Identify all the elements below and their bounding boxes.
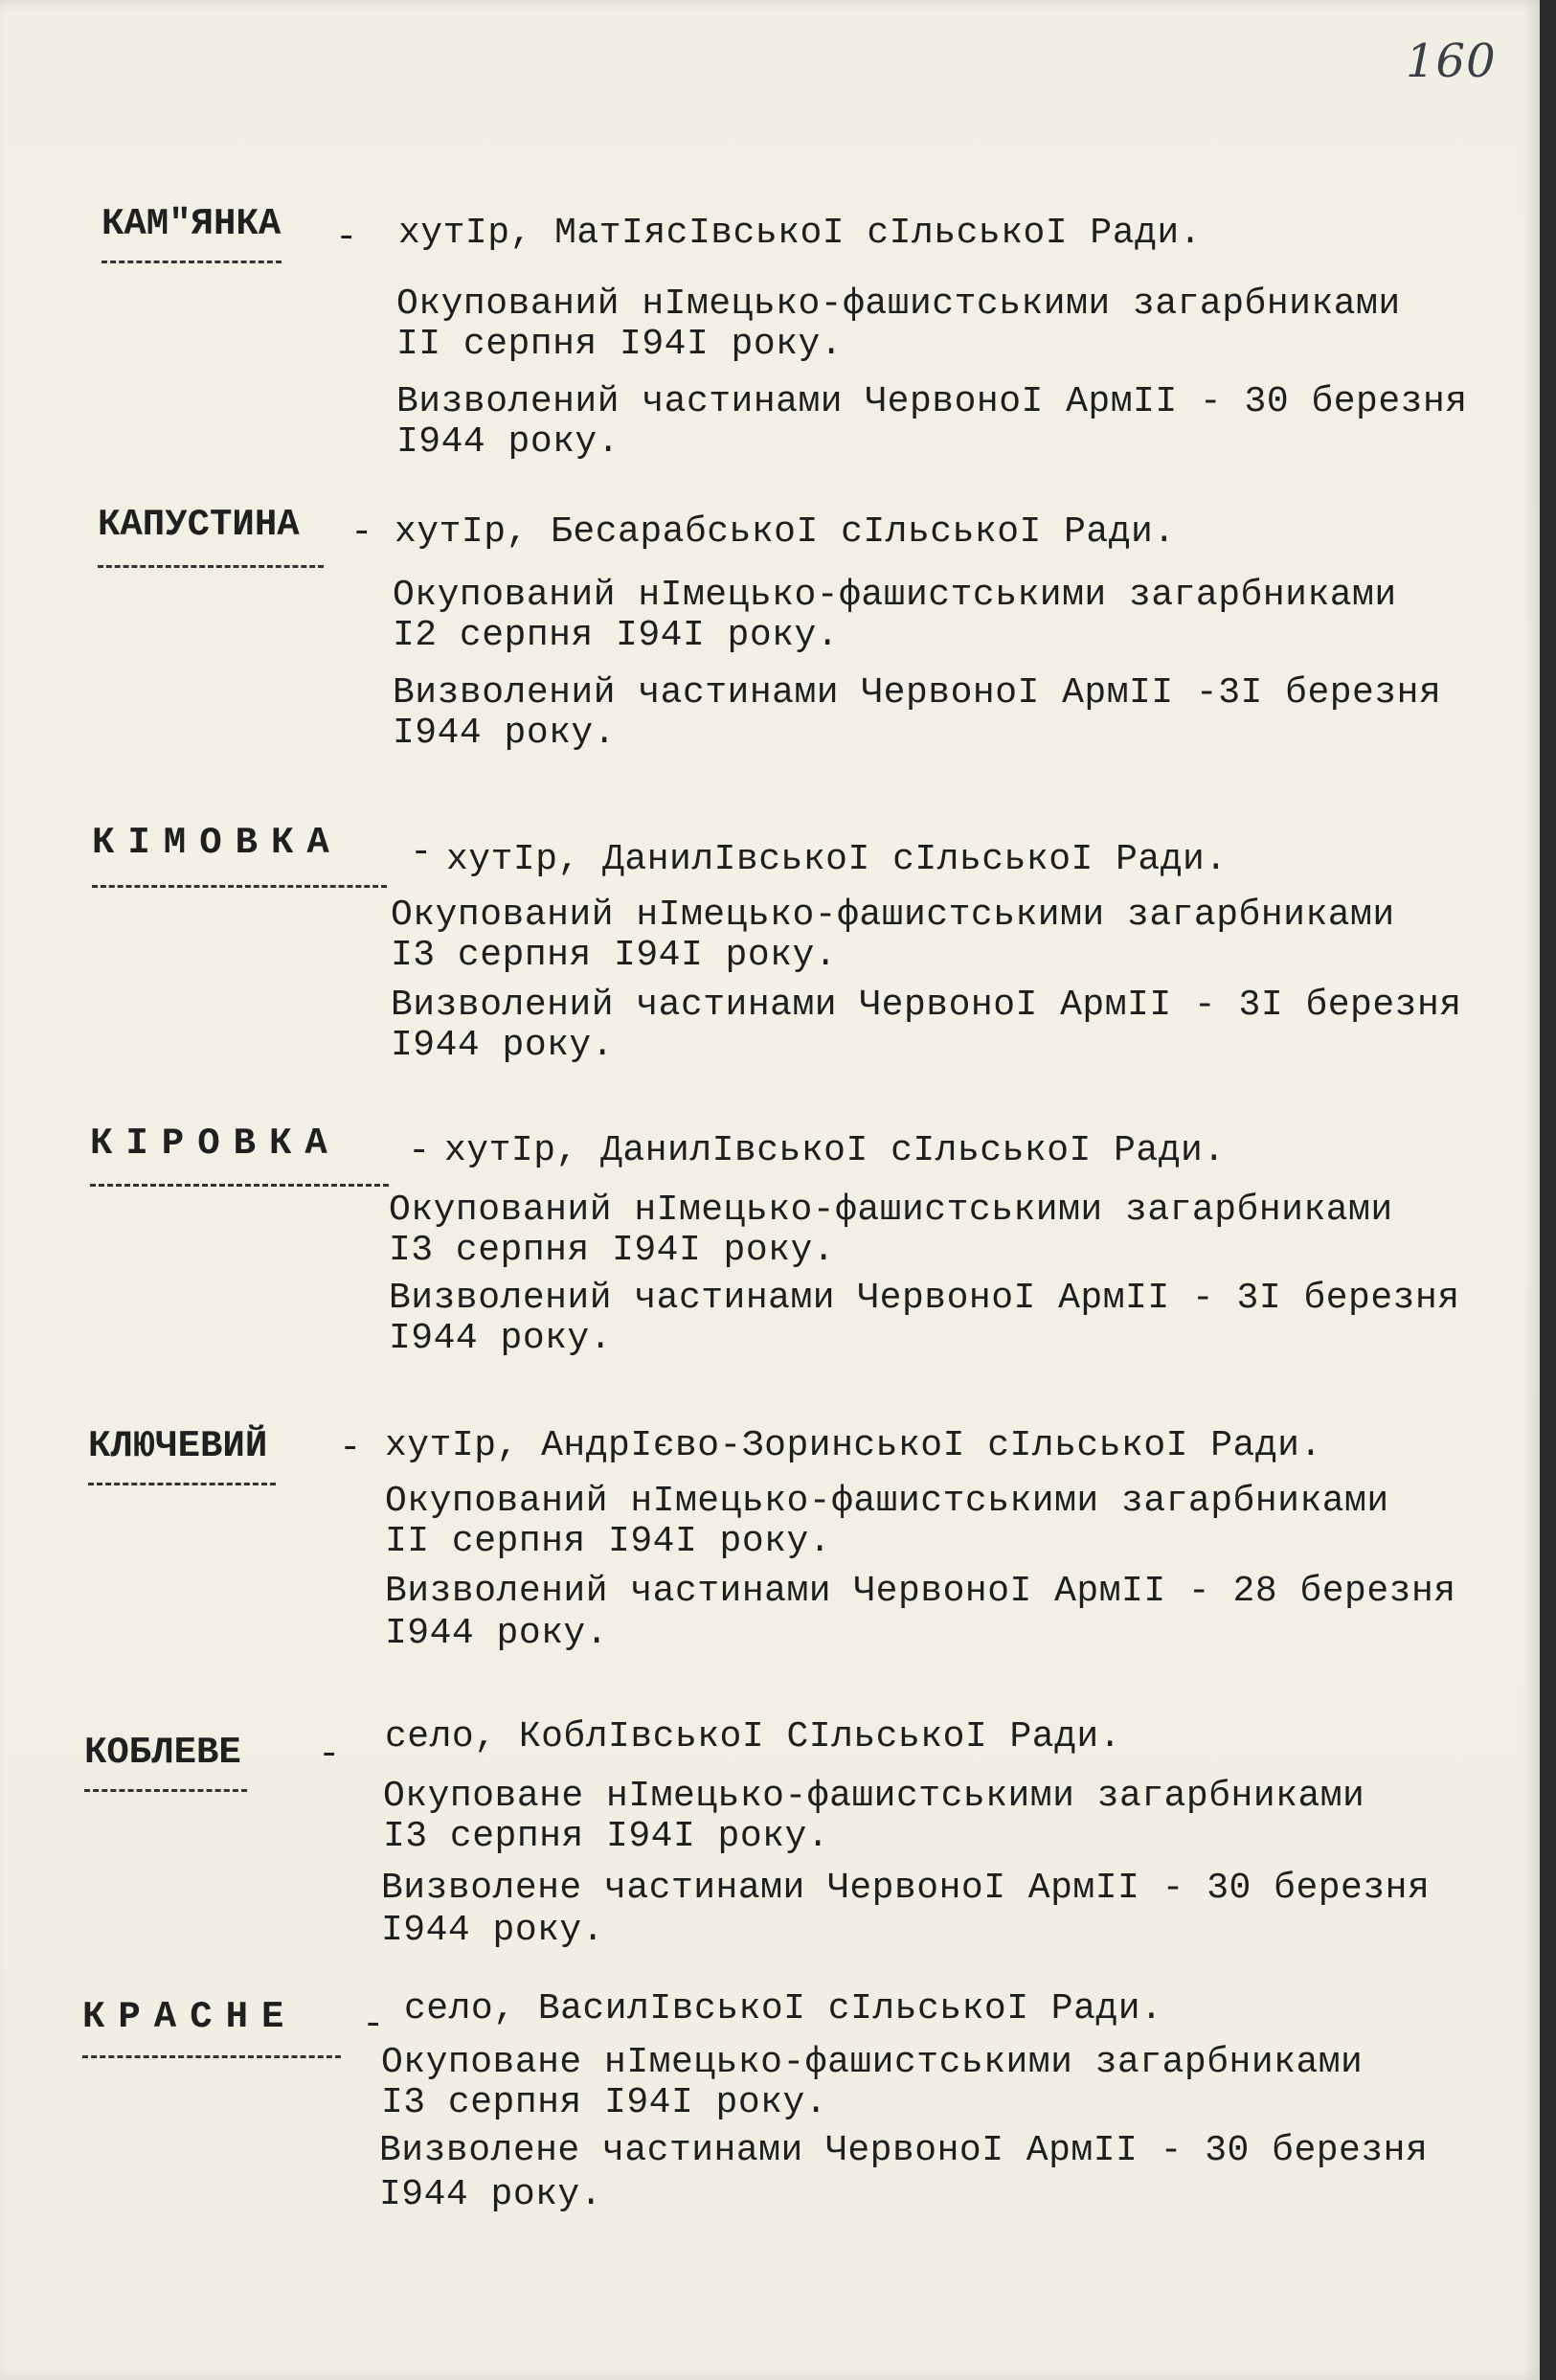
place-underline bbox=[92, 885, 387, 888]
settlement-line: село, ВасилІвськоІ сІльськоІ Ради. bbox=[404, 1988, 1163, 2029]
liberation-year-line: І944 року. bbox=[379, 2174, 603, 2215]
name-dash: - bbox=[335, 216, 358, 259]
place-name: КРАСНЕ bbox=[82, 1996, 298, 2038]
occupation-date-line: ІІ серпня І94І року. bbox=[396, 324, 844, 365]
liberation-line: Визволений частинами ЧервоноІ АрмІІ - 28 березня bbox=[385, 1571, 1456, 1612]
settlement-line: хутІр, ДанилІвськоІ сІльськоІ Ради. bbox=[446, 839, 1228, 880]
liberation-line: Визволений частинами ЧервоноІ АрмІІ - 3І березня bbox=[389, 1278, 1460, 1319]
liberation-line: Визволений частинами ЧервоноІ АрмІІ - 3І березня bbox=[391, 985, 1462, 1026]
place-name: КАПУСТИНА bbox=[98, 504, 300, 546]
occupation-date-line: І3 серпня І94І року. bbox=[383, 1816, 830, 1857]
place-name: КАМ"ЯНКА bbox=[101, 203, 282, 245]
occupation-date-line: І3 серпня І94І року. bbox=[389, 1230, 836, 1271]
name-dash: - bbox=[350, 511, 373, 554]
liberation-line: Визволене частинами ЧервоноІ АрмІІ - 30 березня bbox=[379, 2130, 1429, 2171]
occupation-date-line: І2 серпня І94І року. bbox=[393, 615, 840, 656]
occupation-line: Окуповане нІмецько-фашистськими загарбниками bbox=[381, 2042, 1364, 2083]
occupation-line: Окупований нІмецько-фашистськими загарбниками bbox=[385, 1481, 1389, 1522]
place-name: КІМОВКА bbox=[92, 822, 343, 864]
liberation-year-line: І944 року. bbox=[385, 1613, 609, 1654]
occupation-line: Окупований нІмецько-фашистськими загарбниками bbox=[396, 283, 1401, 325]
place-underline bbox=[82, 2055, 341, 2058]
occupation-date-line: І3 серпня І94І року. bbox=[391, 935, 838, 976]
place-underline bbox=[84, 1789, 247, 1792]
place-underline bbox=[90, 1184, 389, 1187]
occupation-line: Окупований нІмецько-фашистськими загарбниками bbox=[389, 1190, 1393, 1231]
place-underline bbox=[88, 1483, 276, 1485]
settlement-line: хутІр, БесарабськоІ сІльськоІ Ради. bbox=[395, 511, 1176, 553]
occupation-line: Окупований нІмецько-фашистськими загарбниками bbox=[391, 895, 1395, 936]
name-dash: - bbox=[339, 1427, 362, 1469]
settlement-line: хутІр, МатІясІвськоІ сІльськоІ Ради. bbox=[398, 213, 1202, 254]
place-underline bbox=[101, 261, 282, 263]
liberation-year-line: І944 року. bbox=[391, 1025, 615, 1066]
liberation-line: Визволене частинами ЧервоноІ АрмІІ - 30 березня bbox=[381, 1868, 1431, 1909]
place-name: КЛЮЧЕВИЙ bbox=[88, 1425, 268, 1467]
name-dash: - bbox=[362, 2004, 385, 2046]
liberation-line: Визволений частинами ЧервоноІ АрмІІ -3І березня bbox=[393, 672, 1442, 714]
name-dash: - bbox=[408, 1130, 431, 1172]
place-name: КІРОВКА bbox=[90, 1122, 341, 1165]
liberation-year-line: І944 року. bbox=[381, 1910, 605, 1951]
liberation-year-line: І944 року. bbox=[396, 421, 620, 463]
occupation-date-line: ІІ серпня І94І року. bbox=[385, 1521, 832, 1562]
name-dash: - bbox=[410, 831, 433, 873]
page-number: 160 bbox=[1406, 34, 1497, 88]
place-underline bbox=[98, 565, 324, 568]
liberation-year-line: І944 року. bbox=[393, 713, 617, 754]
settlement-line: село, КоблІвськоІ СІльськоІ Ради. bbox=[385, 1716, 1122, 1757]
liberation-year-line: І944 року. bbox=[389, 1318, 613, 1359]
occupation-line: Окупований нІмецько-фашистськими загарбниками bbox=[393, 575, 1397, 616]
place-name: КОБЛЕВЕ bbox=[84, 1732, 241, 1774]
occupation-line: Окуповане нІмецько-фашистськими загарбниками bbox=[383, 1776, 1365, 1817]
settlement-line: хутІр, АндрІєво-ЗоринськоІ сІльськоІ Ради. bbox=[385, 1425, 1322, 1466]
occupation-date-line: І3 серпня І94І року. bbox=[381, 2082, 828, 2123]
liberation-line: Визволений частинами ЧервоноІ АрмІІ - 30 березня bbox=[396, 381, 1468, 422]
settlement-line: хутІр, ДанилІвськоІ сІльськоІ Ради. bbox=[444, 1130, 1226, 1171]
name-dash: - bbox=[318, 1734, 341, 1776]
